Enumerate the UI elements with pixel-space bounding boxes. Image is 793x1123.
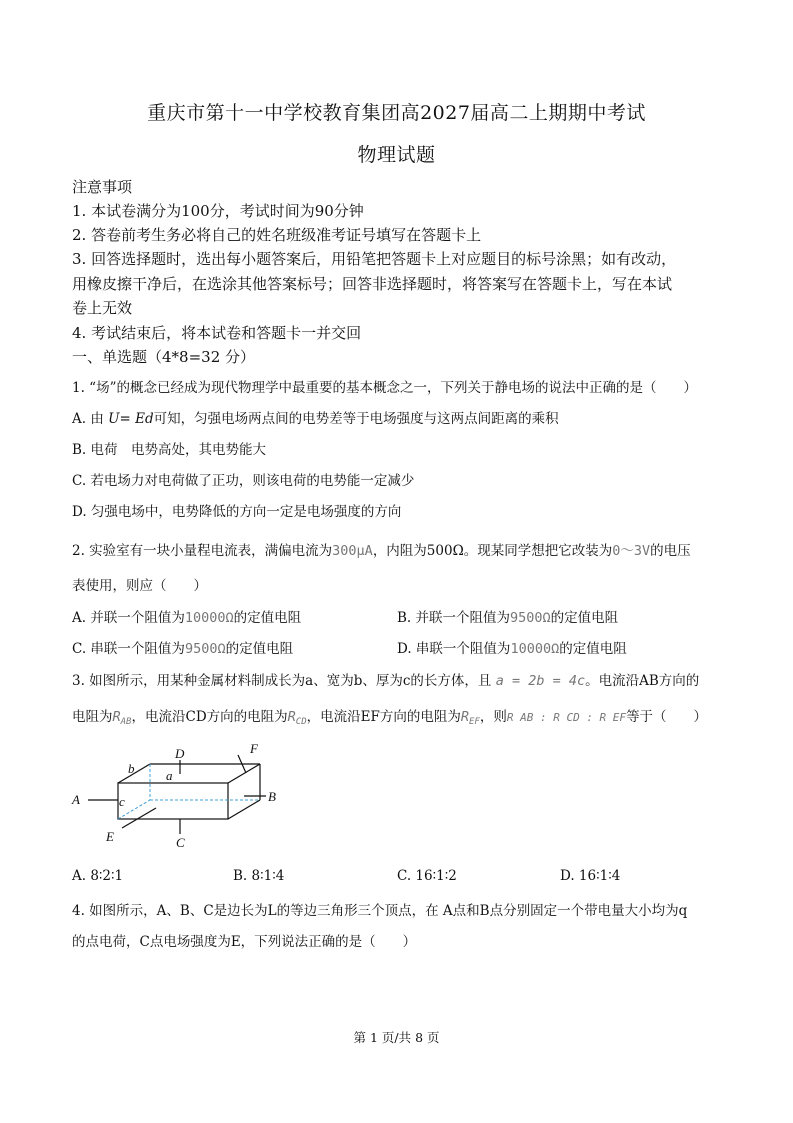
- q3-stem-prefix: 3. 如图所示，用某种金属材料制成长为a、宽为b、厚为c的长方体，且: [72, 673, 492, 689]
- q2-a-prefix: A. 并联一个阻值为: [72, 610, 185, 626]
- label-c: c: [119, 794, 125, 809]
- label-b: b: [128, 761, 135, 776]
- exam-subtitle: 物理试题: [357, 144, 436, 166]
- note-item-3: 3. 回答选择题时，选出每小题答案后，用铅笔把答题卡上对应题目的标号涂黑；如有改动，: [72, 250, 677, 268]
- q1-option-c: C. 若电场力对电荷做了正功，则该电荷的电势能一定减少: [72, 473, 415, 489]
- q3-line2-mid3: ，则: [479, 709, 507, 725]
- q2-option-c: [72, 637, 293, 657]
- q2-c-value: 9500Ω: [184, 641, 226, 657]
- q3-r-cd-sub: CD: [295, 717, 307, 727]
- q3-stem-line2: [72, 705, 707, 727]
- q3-line2-suffix: 等于（ ）: [626, 709, 708, 725]
- q2-d-value: 10000Ω: [510, 641, 560, 657]
- q2-d-prefix: D. 串联一个阻值为: [397, 641, 511, 657]
- note-item-3-cont: 用橡皮擦干净后，在选涂其他答案标号；回答非选择题时，将答案写在答题卡上，写在本试: [72, 275, 673, 293]
- q2-b-prefix: B. 并联一个阻值为: [397, 610, 511, 626]
- q1-option-d: D. 匀强电场中，电势降低的方向一定是电场强度的方向: [72, 504, 402, 520]
- q2-range: 0～3V: [612, 543, 651, 559]
- q2-d-suffix: 的定值电阻: [559, 641, 627, 657]
- q2-b-value: 9500Ω: [510, 610, 551, 626]
- q3-r-ab-sub: AB: [120, 717, 132, 727]
- q3-r-ef: [461, 709, 480, 725]
- note-item-3-end: 卷上无效: [72, 299, 133, 317]
- label-D: D: [175, 746, 185, 761]
- q3-option-c: C. 16∶1∶2: [397, 868, 457, 884]
- q1-a-prefix: A. 由: [72, 411, 104, 427]
- q2-stem-prefix: 2. 实验室有一块小量程电流表，满偏电流为: [72, 543, 333, 559]
- q2-stem-line2: 表使用，则应（ ）: [72, 578, 207, 594]
- q2-c-prefix: C. 串联一个阻值为: [72, 641, 185, 657]
- q2-b-suffix: 的定值电阻: [550, 610, 619, 626]
- label-C: C: [176, 835, 185, 850]
- front-face: [118, 783, 228, 819]
- q3-r-cd-symbol: R: [287, 709, 296, 725]
- q3-ratio: R AB : R CD : R EF: [506, 711, 627, 724]
- note-item-1: 1. 本试卷满分为100分，考试时间为90分钟: [72, 202, 364, 220]
- q3-cuboid-figure: [70, 740, 290, 855]
- q1-stem: 1. “场”的概念已经成为现代物理学中最重要的基本概念之一，下列关于静电场的说法中正确的是（ ）: [72, 380, 697, 396]
- q2-current: 300μA: [332, 543, 373, 559]
- q2-option-d: [397, 637, 627, 657]
- q2-option-a: [72, 606, 301, 626]
- q2-stem-line1: [72, 539, 691, 559]
- q3-stem-line1: [72, 669, 699, 689]
- bottom-right-edge: [228, 800, 260, 819]
- top-right-edge: [228, 764, 260, 783]
- q3-line2-mid1: ，电流沿CD方向的电阻为: [131, 709, 288, 725]
- note-item-2: 2. 答卷前考生务必将自己的姓名班级准考证号填写在答题卡上: [72, 226, 482, 244]
- page-footer: 第 1 页/共 8 页: [353, 1030, 440, 1045]
- q3-option-a: A. 8∶2∶1: [72, 868, 124, 884]
- q2-stem-suffix: 的电压: [650, 543, 691, 559]
- q1-option-b: B. 电荷 电势高处，其电势能大: [72, 442, 267, 458]
- q3-stem-suffix: 。电流沿AB方向的: [585, 673, 700, 689]
- q4-stem-line2: 的点电荷，C点电场强度为E，下列说法正确的是（ ）: [72, 934, 417, 950]
- q2-stem-mid: ，内阻为500Ω。现某同学想把它改装为: [372, 543, 613, 559]
- q2-a-suffix: 的定值电阻: [233, 610, 302, 626]
- q3-r-cd: [288, 709, 307, 725]
- q2-c-suffix: 的定值电阻: [225, 641, 294, 657]
- label-B: B: [268, 789, 276, 804]
- q3-line2-prefix: 电阻为: [72, 709, 113, 725]
- q1-a-formula: U= Ed: [108, 411, 154, 427]
- label-F: F: [250, 741, 258, 756]
- q3-r-ab: [113, 709, 132, 725]
- q4-stem-line1: 4. 如图所示，A、B、C是边长为L的等边三角形三个顶点，在 A点和B点分别固定一个带电量大小均为q: [72, 903, 688, 919]
- label-A: A: [72, 792, 80, 807]
- q3-option-b: B. 8∶1∶4: [233, 868, 285, 884]
- q3-r-ef-symbol: R: [460, 709, 469, 725]
- q1-a-suffix: 可知，匀强电场两点间的电势差等于电场强度与这两点间距离的乘积: [153, 411, 559, 427]
- notes-heading: 注意事项: [72, 178, 133, 196]
- q2-option-b: [397, 606, 618, 626]
- lead-E: [122, 808, 156, 828]
- q2-a-value: 10000Ω: [184, 610, 234, 626]
- label-E: E: [106, 829, 114, 844]
- q3-relation: a = 2b = 4c: [495, 673, 586, 689]
- q3-line2-mid2: ，电流沿EF方向的电阻为: [306, 709, 461, 725]
- label-a: a: [166, 768, 173, 783]
- q3-option-d: D. 16∶1∶4: [560, 868, 621, 884]
- q3-r-ef-sub: EF: [469, 717, 480, 727]
- q1-option-a: [72, 407, 559, 427]
- q3-r-ab-symbol: R: [112, 709, 121, 725]
- section-heading: 一、单选题（4*8=32 分）: [72, 348, 256, 366]
- exam-title: 重庆市第十一中学校教育集团高2027届高二上期期中考试: [147, 102, 646, 124]
- note-item-4: 4. 考试结束后，将本试卷和答题卡一并交回: [72, 324, 362, 342]
